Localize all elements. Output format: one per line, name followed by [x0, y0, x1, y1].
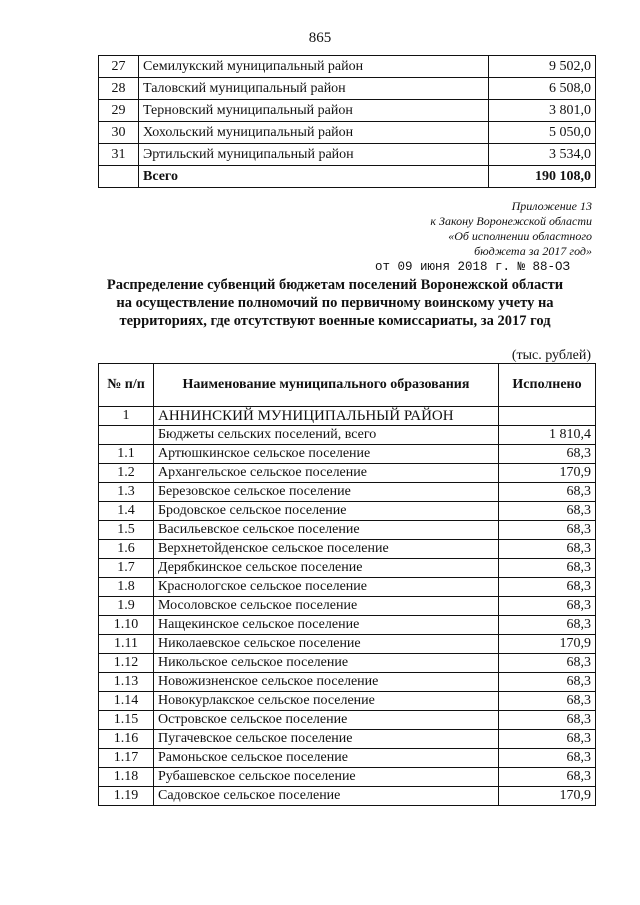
row-name: Эртильский муниципальный район	[139, 144, 489, 166]
table-row	[99, 56, 596, 78]
row-name: Рубашевское сельское поселение	[154, 768, 499, 787]
row-num: 1.18	[99, 768, 154, 787]
row-name: Семилукский муниципальный район	[139, 56, 489, 78]
row-name: Мосоловское сельское поселение	[154, 597, 499, 616]
heading-line: территориях, где отсутствуют военные комиссариаты, за 2017 год	[119, 313, 551, 329]
subventions-table	[98, 363, 596, 806]
district-row	[99, 407, 596, 426]
row-num: 1.16	[99, 730, 154, 749]
total-num-cell	[99, 166, 139, 188]
table-row	[99, 122, 596, 144]
subtotal-value: 1 810,4	[499, 426, 596, 445]
table-row	[99, 100, 596, 122]
appendix-line: Приложение 13	[511, 199, 592, 213]
row-value: 68,3	[499, 673, 596, 692]
row-num: 29	[99, 100, 139, 122]
page-number: 865	[308, 30, 332, 46]
table-row	[99, 521, 596, 540]
row-name: Верхнетойденское сельское поселение	[154, 540, 499, 559]
row-name: Садовское сельское поселение	[154, 787, 499, 806]
decree-stamp: от 09 июня 2018 г. № 88-ОЗ	[375, 260, 571, 274]
table-row	[99, 464, 596, 483]
row-num: 1.12	[99, 654, 154, 673]
row-num: 1.4	[99, 502, 154, 521]
table-row	[99, 445, 596, 464]
table-row	[99, 673, 596, 692]
header-value: Исполнено	[499, 364, 596, 407]
row-num: 30	[99, 122, 139, 144]
settlements-table-body	[99, 445, 596, 806]
row-name: Нащекинское сельское поселение	[154, 616, 499, 635]
row-num: 27	[99, 56, 139, 78]
row-name: Артюшкинское сельское поселение	[154, 445, 499, 464]
row-name: Архангельское сельское поселение	[154, 464, 499, 483]
row-name: Таловский муниципальный район	[139, 78, 489, 100]
row-value: 5 050,0	[489, 122, 596, 144]
header-row	[99, 364, 596, 407]
table-row	[99, 768, 596, 787]
row-value: 3 534,0	[489, 144, 596, 166]
table-row	[99, 502, 596, 521]
row-value: 68,3	[499, 768, 596, 787]
row-value: 9 502,0	[489, 56, 596, 78]
row-num: 1.3	[99, 483, 154, 502]
row-value: 68,3	[499, 578, 596, 597]
row-value: 68,3	[499, 730, 596, 749]
total-label: Всего	[139, 166, 489, 188]
row-value: 170,9	[499, 787, 596, 806]
row-value: 3 801,0	[489, 100, 596, 122]
row-num: 31	[99, 144, 139, 166]
row-value: 68,3	[499, 692, 596, 711]
table-row	[99, 597, 596, 616]
row-name: Березовское сельское поселение	[154, 483, 499, 502]
table-row	[99, 654, 596, 673]
row-num: 1.15	[99, 711, 154, 730]
row-num: 1.5	[99, 521, 154, 540]
row-value: 68,3	[499, 483, 596, 502]
row-num: 28	[99, 78, 139, 100]
total-row	[99, 166, 596, 188]
row-value: 68,3	[499, 711, 596, 730]
row-num: 1.7	[99, 559, 154, 578]
row-value: 68,3	[499, 502, 596, 521]
subtotal-num	[99, 426, 154, 445]
row-num: 1.1	[99, 445, 154, 464]
table-row	[99, 616, 596, 635]
row-num: 1.10	[99, 616, 154, 635]
table-row	[99, 730, 596, 749]
units-label: (тыс. рублей)	[511, 348, 591, 363]
row-name: Бродовское сельское поселение	[154, 502, 499, 521]
row-value: 68,3	[499, 445, 596, 464]
district-value	[499, 407, 596, 426]
row-num: 1.8	[99, 578, 154, 597]
row-num: 1.19	[99, 787, 154, 806]
table-row	[99, 749, 596, 768]
row-value: 170,9	[499, 464, 596, 483]
appendix-line: «Об исполнении областного	[448, 229, 592, 243]
table-row	[99, 483, 596, 502]
table-row	[99, 144, 596, 166]
table-row	[99, 692, 596, 711]
row-name: Никольское сельское поселение	[154, 654, 499, 673]
row-name: Пугачевское сельское поселение	[154, 730, 499, 749]
districts-table	[98, 55, 596, 188]
row-name: Новокурлакское сельское поселение	[154, 692, 499, 711]
row-name: Терновский муниципальный район	[139, 100, 489, 122]
appendix-line: к Закону Воронежской области	[430, 214, 592, 228]
row-value: 68,3	[499, 559, 596, 578]
row-value: 6 508,0	[489, 78, 596, 100]
row-num: 1.11	[99, 635, 154, 654]
heading-line: Распределение субвенций бюджетам поселений Воронежской области	[106, 277, 564, 293]
row-name: Дерябкинское сельское поселение	[154, 559, 499, 578]
table-row	[99, 578, 596, 597]
district-num: 1	[99, 407, 154, 426]
row-name: Краснологское сельское поселение	[154, 578, 499, 597]
subtotal-name: Бюджеты сельских поселений, всего	[154, 426, 499, 445]
row-num: 1.13	[99, 673, 154, 692]
row-name: Хохольский муниципальный район	[139, 122, 489, 144]
row-num: 1.2	[99, 464, 154, 483]
appendix-note	[332, 199, 592, 259]
table-row	[99, 540, 596, 559]
row-name: Николаевское сельское поселение	[154, 635, 499, 654]
table-row	[99, 78, 596, 100]
row-name: Островское сельское поселение	[154, 711, 499, 730]
appendix-line: бюджета за 2017 год»	[474, 244, 592, 258]
districts-table-body	[99, 56, 596, 166]
row-value: 68,3	[499, 749, 596, 768]
table-row	[99, 635, 596, 654]
table-row	[99, 559, 596, 578]
row-name: Новожизненское сельское поселение	[154, 673, 499, 692]
row-name: Рамоньское сельское поселение	[154, 749, 499, 768]
total-value: 190 108,0	[489, 166, 596, 188]
row-value: 170,9	[499, 635, 596, 654]
document-heading	[70, 276, 600, 330]
row-num: 1.14	[99, 692, 154, 711]
header-name: Наименование муниципального образования	[154, 364, 499, 407]
district-name: АННИНСКИЙ МУНИЦИПАЛЬНЫЙ РАЙОН	[154, 407, 499, 426]
row-value: 68,3	[499, 654, 596, 673]
row-num: 1.6	[99, 540, 154, 559]
header-num: № п/п	[99, 364, 154, 407]
table-row	[99, 711, 596, 730]
row-value: 68,3	[499, 540, 596, 559]
row-value: 68,3	[499, 597, 596, 616]
table-row	[99, 787, 596, 806]
row-name: Васильевское сельское поселение	[154, 521, 499, 540]
row-value: 68,3	[499, 521, 596, 540]
row-value: 68,3	[499, 616, 596, 635]
subtotal-row	[99, 426, 596, 445]
row-num: 1.9	[99, 597, 154, 616]
heading-line: на осуществление полномочий по первичному воинскому учету на	[116, 295, 554, 311]
row-num: 1.17	[99, 749, 154, 768]
